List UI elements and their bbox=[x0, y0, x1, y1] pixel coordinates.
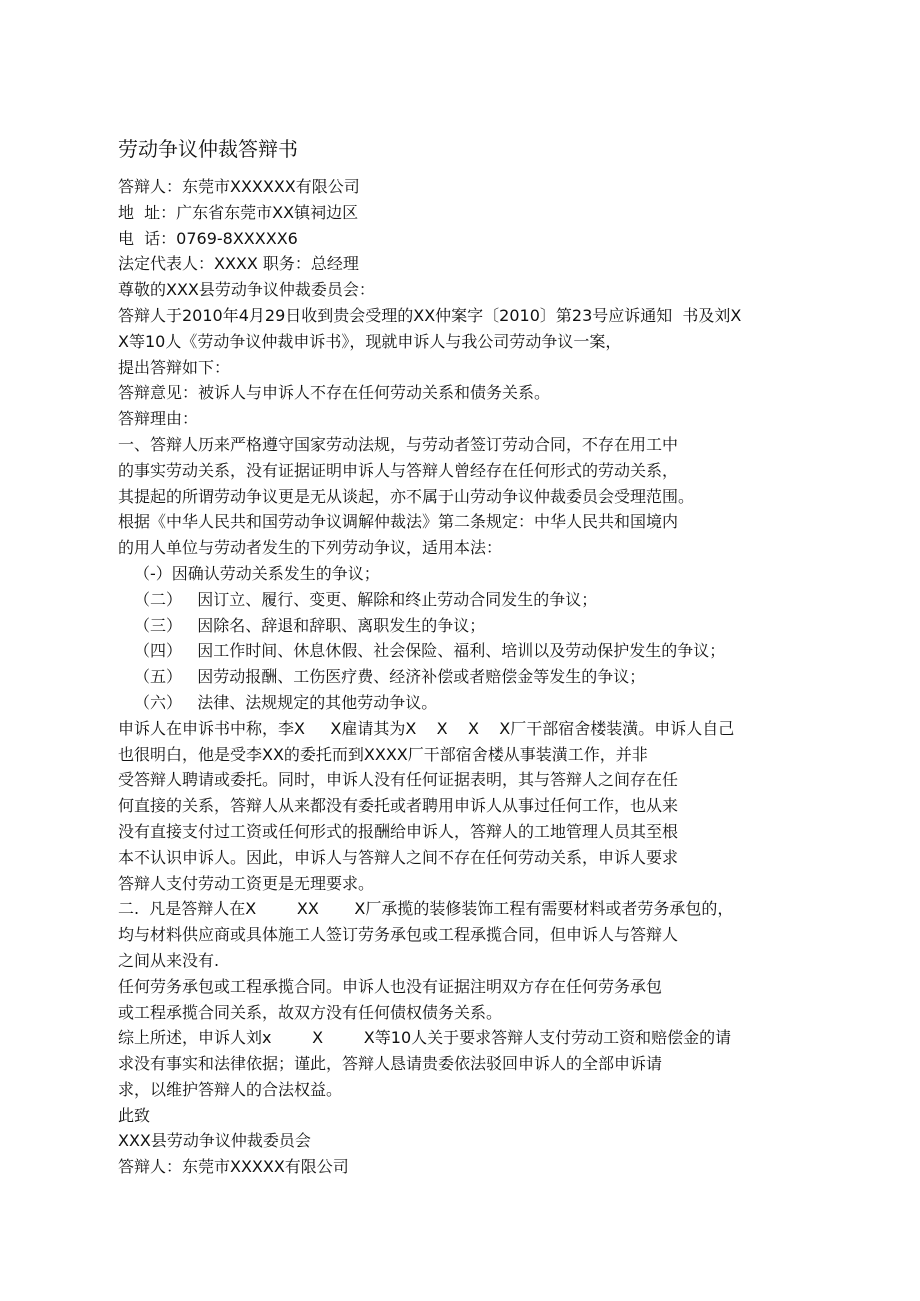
document-line: 地 址：广东省东莞市XX镇祠边区 bbox=[118, 202, 359, 222]
document-line: 或工程承揽合同关系，故双方没有任何债权债务关系。 bbox=[118, 1002, 503, 1022]
document-line: 求没有事实和法律依据；谨此，答辩人恳请贵委依法驳回申诉人的全部申诉请 bbox=[118, 1054, 663, 1074]
document-line: 答辩理由： bbox=[118, 409, 199, 429]
document-line: 答辩意见：被诉人与申诉人不存在任何劳动关系和债务关系。 bbox=[118, 383, 551, 403]
document-line: 之间从来没有. bbox=[118, 950, 220, 970]
document-line: 均与材料供应商或具体施工人签订劳务承包或工程承揽合同，但申诉人与答辩人 bbox=[118, 925, 679, 945]
document-line: 尊敬的XXX县劳动争议仲裁委员会： bbox=[118, 280, 375, 300]
document-line: 任何劳务承包或工程承揽合同。申诉人也没有证据注明双方存在任何劳务承包 bbox=[118, 976, 663, 996]
document-line: XXX县劳动争议仲裁委员会 bbox=[118, 1131, 311, 1151]
document-line: 受答辩人聘请或委托。同时，申诉人没有任何证据表明，其与答辩人之间存在任 bbox=[118, 770, 679, 790]
document-body bbox=[118, 174, 838, 1180]
document-line: 其提起的所谓劳动争议更是无从谈起，亦不属于山劳动争议仲裁委员会受理范围。 bbox=[118, 486, 695, 506]
document-line: （五） 因劳动报酬、工伤医疗费、经济补偿或者赔偿金等发生的争议； bbox=[134, 667, 646, 687]
document-title: 劳动争议仲裁答辩书 bbox=[118, 137, 298, 161]
document-line: X等10人《劳动争议仲裁申诉书》，现就申诉人与我公司劳动争议一案， bbox=[118, 331, 622, 351]
document-line: （-）因确认劳动关系发生的争议； bbox=[134, 563, 380, 583]
document-line: （二） 因订立、履行、变更、解除和终止劳动合同发生的争议； bbox=[134, 589, 598, 609]
document-line: （六） 法律、法规规定的其他劳动争议。 bbox=[134, 692, 438, 712]
document-line: 综上所述，申诉人刘x X X等10人关于要求答辩人支付劳动工资和赔偿金的请 bbox=[118, 1028, 732, 1048]
document-line: 也很明白，他是受李XX的委托而到XXXX厂干部宿舍楼从事装潢工作，并非 bbox=[118, 744, 648, 764]
document-line: 申诉人在申诉书中称，李X X雇请其为X X X X厂干部宿舍楼装潢。申诉人自己 bbox=[118, 718, 735, 738]
document-line: 答辩人：东莞市XXXXX有限公司 bbox=[118, 1157, 349, 1177]
document-line: 根据《中华人民共和国劳动争议调解仲裁法》第二条规定：中华人民共和国境内 bbox=[118, 512, 679, 532]
document-line: 提出答辩如下： bbox=[118, 357, 231, 377]
document-line: （三） 因除名、辞退和辞职、离职发生的争议； bbox=[134, 615, 486, 635]
document-line: 何直接的关系，答辩人从来都没有委托或者聘用申诉人从事过任何工作，也从来 bbox=[118, 796, 679, 816]
document-line: 答辩人：东莞市XXXXXX有限公司 bbox=[118, 177, 360, 196]
document-line: 答辩人于2010年4月29日收到贵会受理的XX仲案字〔2010〕第23号应诉通知 书及刘X bbox=[118, 305, 742, 325]
document-line: 一、答辩人历来严格遵守国家劳动法规，与劳动者签订劳动合同，不存在用工中 bbox=[118, 434, 679, 454]
document-line: 的用人单位与劳动者发生的下列劳动争议，适用本法： bbox=[118, 538, 503, 558]
document-line: 本不认识申诉人。因此，申诉人与答辩人之间不存在任何劳动关系，申诉人要求 bbox=[118, 847, 679, 867]
document-line: （四） 因工作时间、休息休假、社会保险、福利、培训以及劳动保护发生的争议； bbox=[134, 641, 726, 661]
document-line: 没有直接支付过工资或任何形式的报酬给申诉人，答辩人的工地管理人员其至根 bbox=[118, 821, 679, 841]
document-line: 此致 bbox=[118, 1105, 151, 1125]
document-line: 法定代表人：XXXX 职务：总经理 bbox=[118, 254, 359, 274]
document-line: 答辩人支付劳动工资更是无理要求。 bbox=[118, 873, 375, 893]
document-line: 电 话：0769-8XXXXX6 bbox=[118, 228, 298, 248]
document-line: 二. 凡是答辩人在X XX X厂承揽的装修装饰工程有需要材料或者劳务承包的， bbox=[118, 899, 734, 919]
document-line: 的事实劳动关系，没有证据证明申诉人与答辩人曾经存在任何形式的劳动关系， bbox=[118, 460, 679, 480]
document-line: 求，以维护答辩人的合法权益。 bbox=[118, 1079, 343, 1099]
